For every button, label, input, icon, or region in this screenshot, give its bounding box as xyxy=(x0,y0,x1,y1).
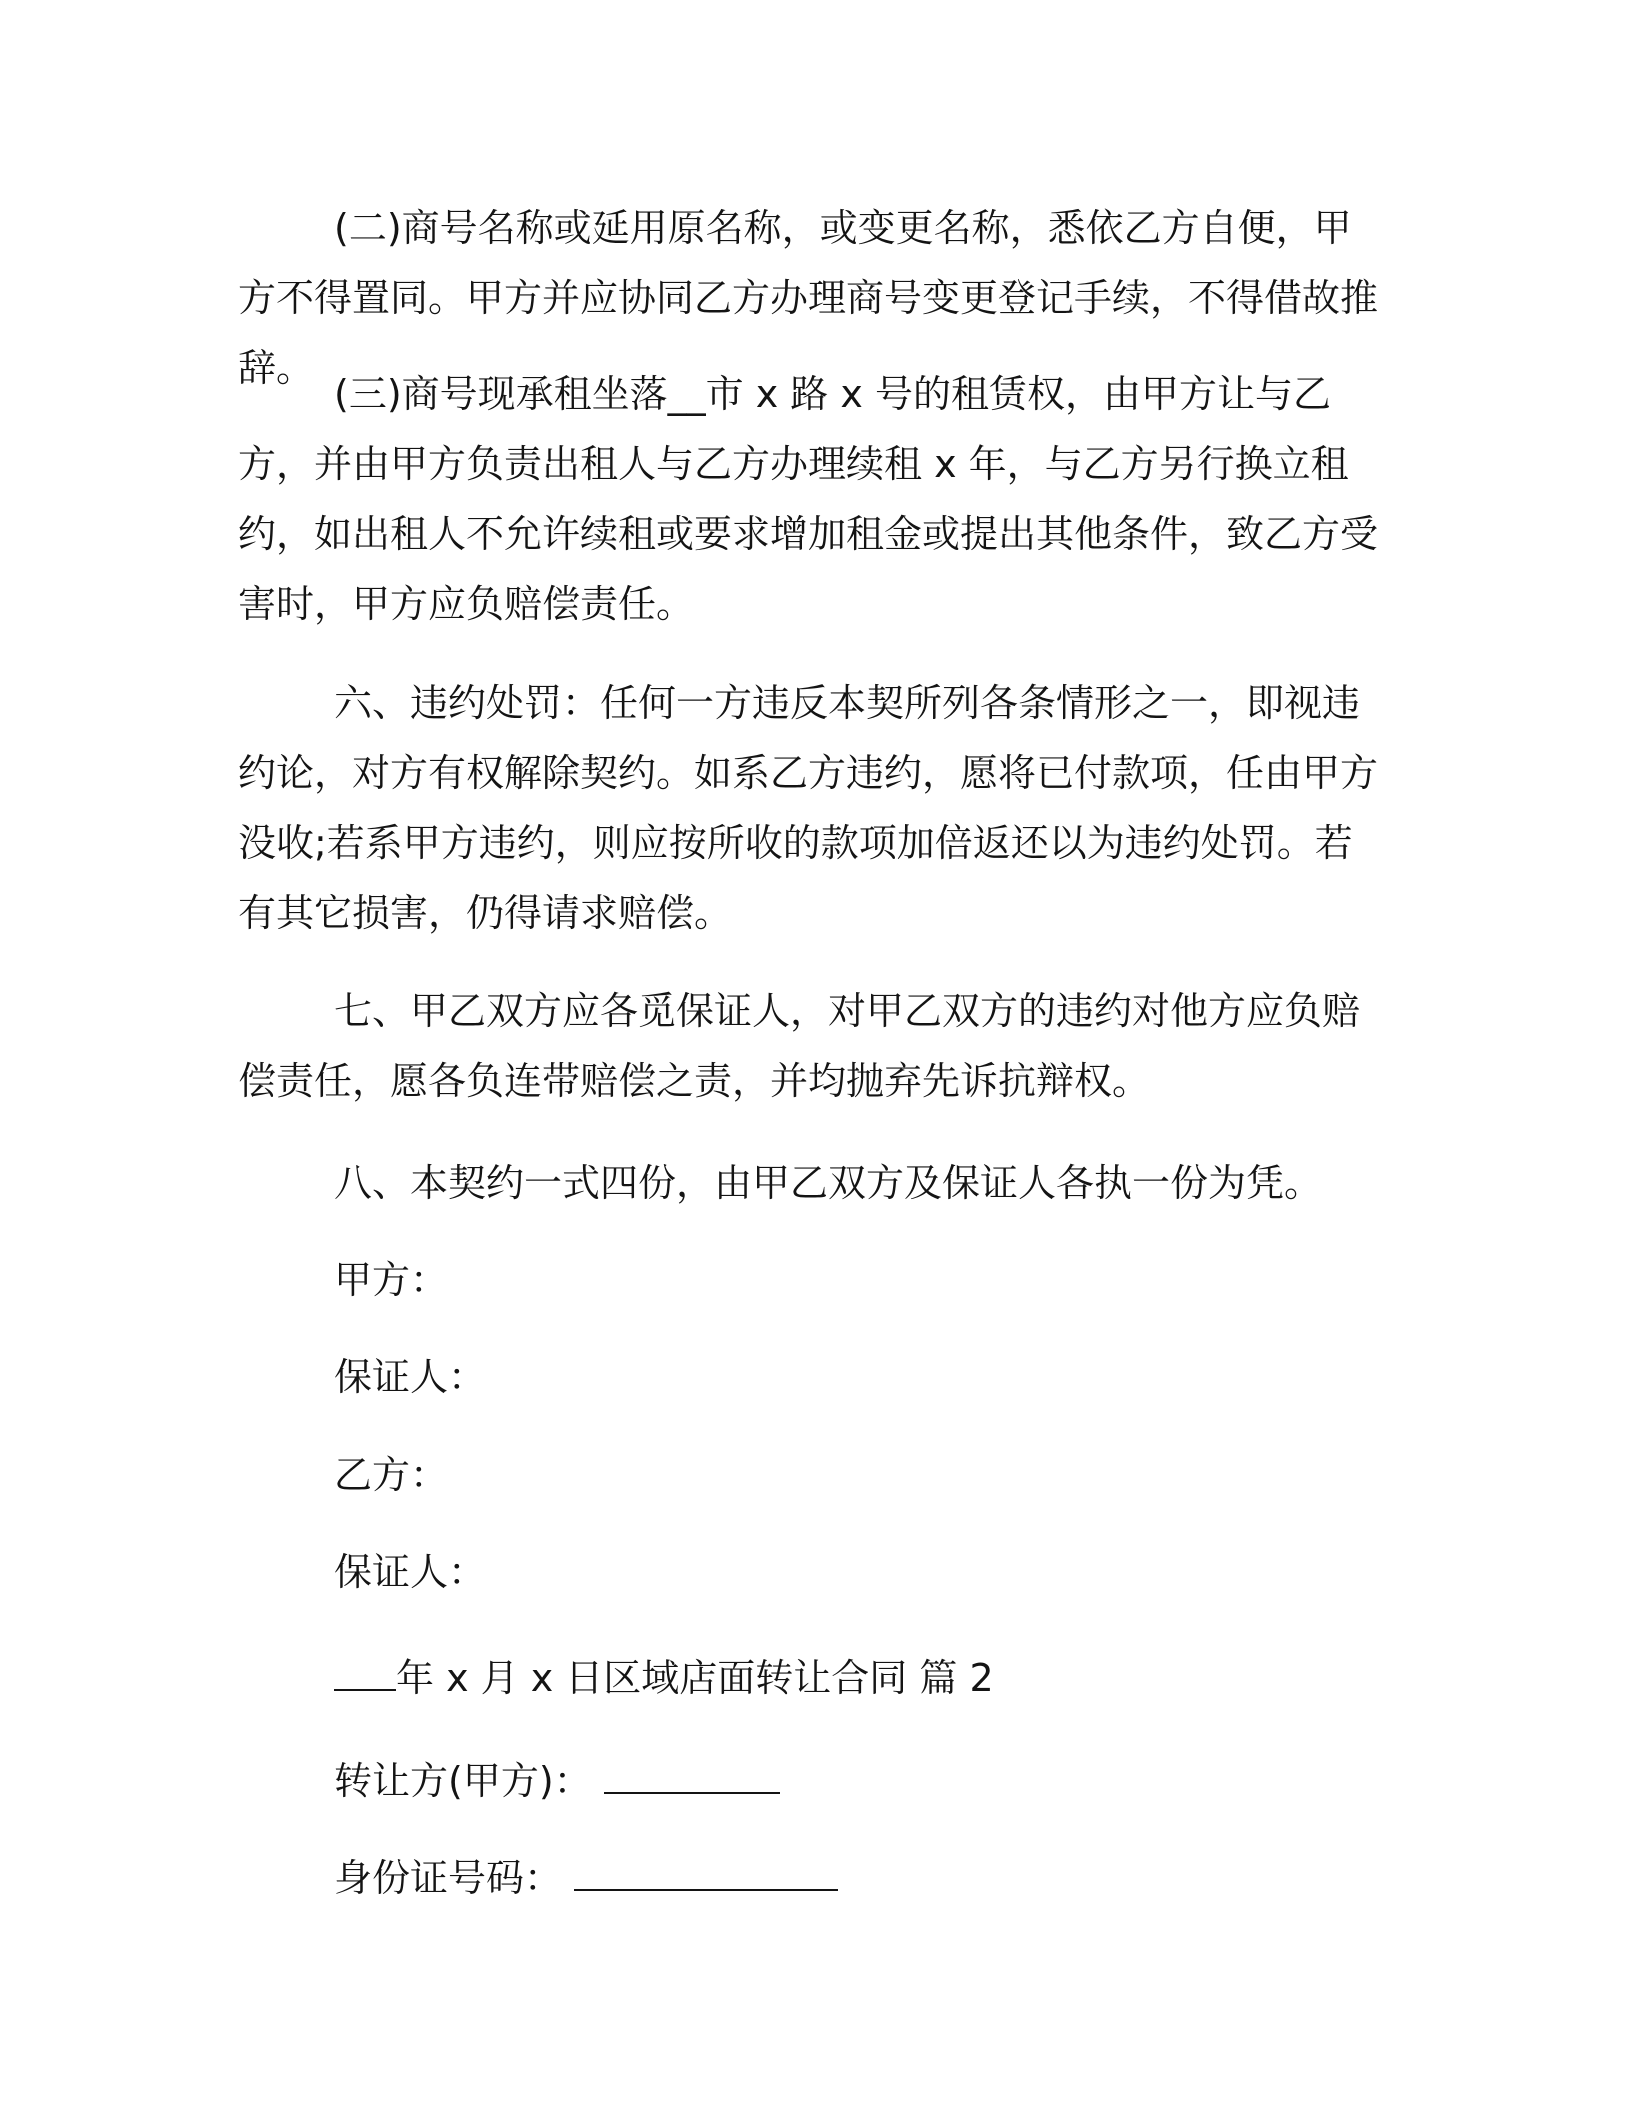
guarantor-1-label: 保证人： xyxy=(334,1355,487,1399)
clause-7-guarantors: 七、甲乙双方应各觅保证人，对甲乙双方的违约对他方应负赔偿责任，愿各负连带赔偿之责，并均抛弃先诉抗辩权。 xyxy=(238,989,1361,1103)
id-number-label: 身份证号码： xyxy=(334,1856,563,1900)
party-b-label: 乙方： xyxy=(334,1453,449,1497)
transferor-line xyxy=(334,1756,780,1806)
contract-2-title-line xyxy=(334,1653,994,1703)
party-a-label: 甲方： xyxy=(334,1258,449,1302)
clause-2-paragraph: (二)商号名称或延用原名称，或变更名称，悉依乙方自便，甲方不得置同。甲方并应协同乙方办理商号变更登记手续，不得借故推辞。 xyxy=(238,206,1379,390)
guarantor-2-label: 保证人： xyxy=(334,1550,487,1594)
transferor-label: 转让方(甲方)： xyxy=(334,1759,592,1803)
contract-2-title: 年 x 月 x 日区域店面转让合同 篇 2 xyxy=(396,1656,994,1700)
id-number-line xyxy=(334,1853,838,1903)
clause-6-breach-penalty: 六、违约处罚：任何一方违反本契所列各条情形之一，即视违约论，对方有权解除契约。如系乙方违约，愿将已付款项，任由甲方没收;若系甲方违约，则应按所收的款项加倍返还以为违约处罚。若有其它损害，仍得请求赔偿。 xyxy=(238,681,1379,935)
id-number-blank xyxy=(574,1855,838,1891)
year-blank xyxy=(334,1655,396,1691)
transferor-blank xyxy=(604,1758,780,1794)
clause-3-paragraph: (三)商号现承租坐落__市 x 路 x 号的租赁权，由甲方让与乙方，并由甲方负责出租人与乙方办理续租 x 年，与乙方另行换立租约，如出租人不允许续租或要求增加租金或提出其他条件，致乙方受害时，甲方应负赔偿责任。 xyxy=(238,372,1379,626)
clause-8-copies: 八、本契约一式四份，由甲乙双方及保证人各执一份为凭。 xyxy=(334,1161,1323,1205)
